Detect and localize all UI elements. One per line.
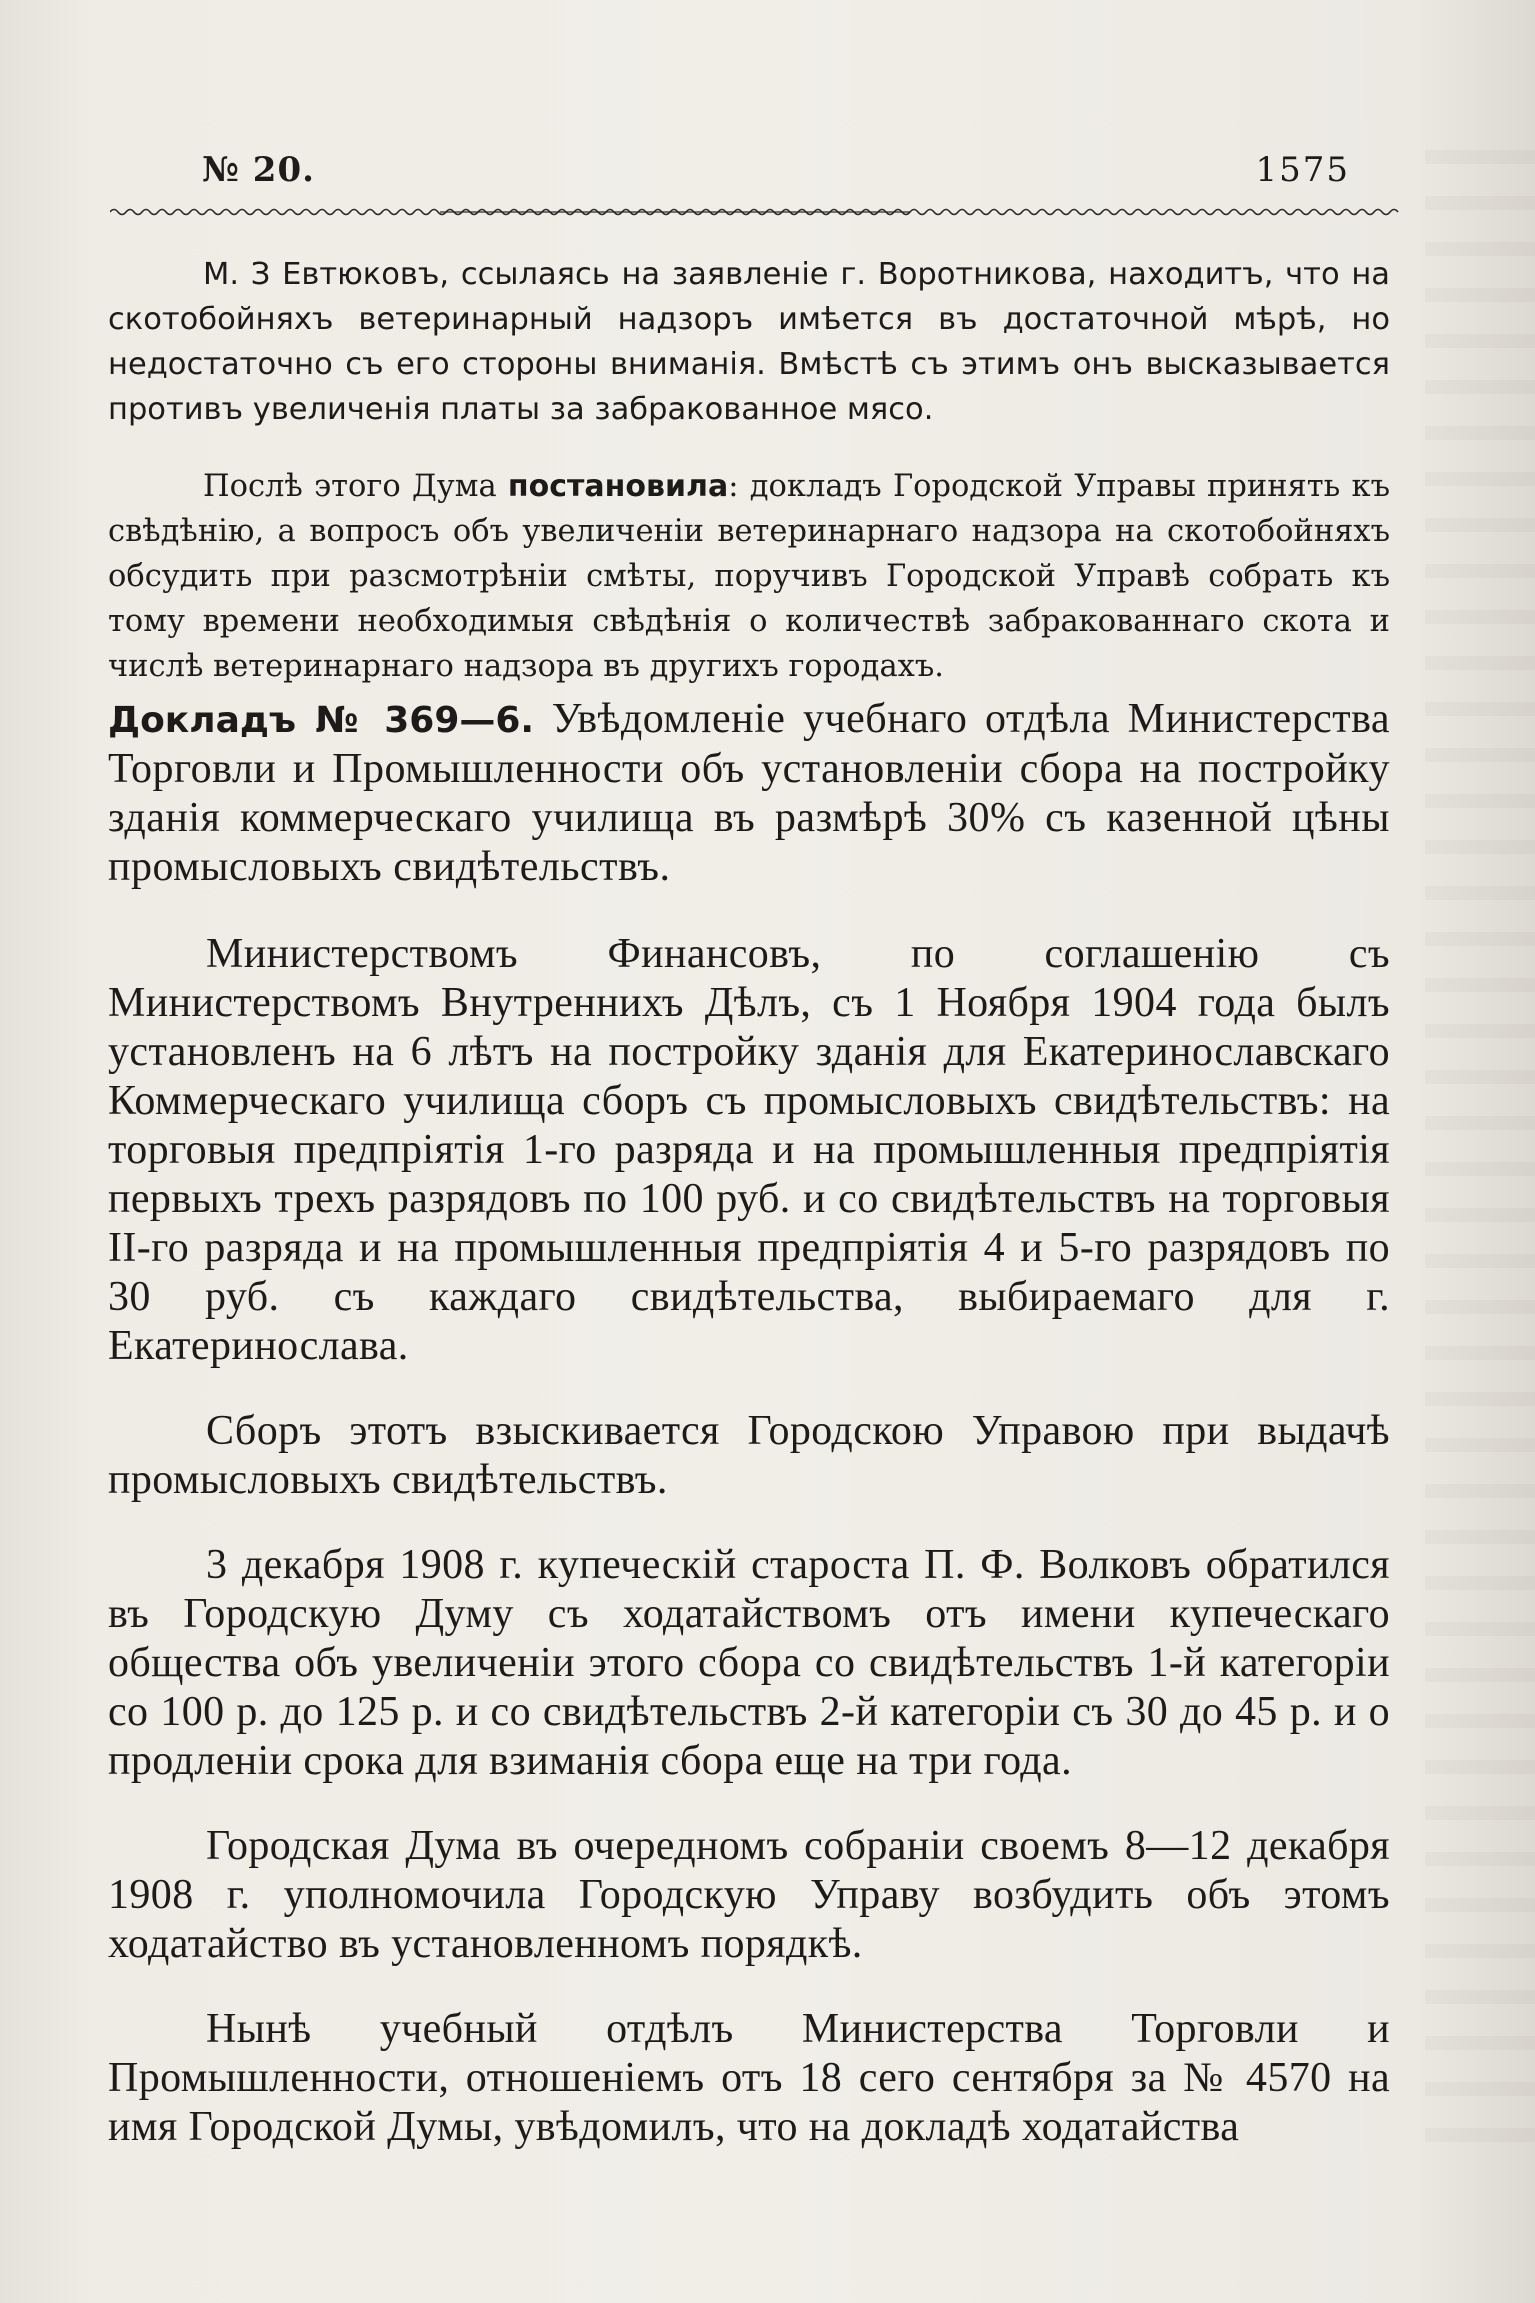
resolution-keyword: постановила: [507, 469, 729, 504]
header-wavy-rule: [110, 206, 1400, 218]
resolution-text-after: : докладъ Городской Управы принять къ свѣдѣнію, а вопросъ объ увеличеніи ветеринарнаго надзора на скотобойняхъ обсудить при разсмотрѣніи смѣты, поручивъ Городской Управѣ собрать къ тому времени необходимыя свѣдѣнія о количествѣ забракованнаго скота и числѣ ветеринарнаго надзора въ другихъ городахъ.: [108, 469, 1390, 684]
report-title: Увѣдомленіе учебнаго отдѣла Министерства Торговли и Промышленности объ установленіи сбора на постройку зданія коммерческаго училища въ размѣрѣ 30% съ казенной цѣны промысловыхъ свидѣтельствъ.: [108, 696, 1391, 890]
paragraph-resolution: [108, 464, 1390, 689]
report-label: Докладъ № 369—6.: [108, 700, 535, 741]
body-paragraph: Министерствомъ Финансовъ, по соглашенію съ Министерствомъ Внутреннихъ Дѣлъ, съ 1 Ноября 1904 года былъ установленъ на 6 лѣтъ на постройку зданія для Екатеринославскаго Коммерческаго училища сборъ съ промысловыхъ свидѣтельствъ: на торговыя предпріятія 1-го разряда и на промышленныя предпріятія первыхъ трехъ разрядовъ по 100 руб. и со свидѣтельствъ на торговыя II-го разряда и на промышленныя предпріятія 4 и 5-го разрядовъ по 30 руб. съ каждаго свидѣтельства, выбираемаго для г. Екатеринослава.: [108, 931, 1390, 1369]
page-number: 1575: [1255, 150, 1350, 190]
report-heading: [108, 695, 1390, 892]
body-paragraph: Городская Дума въ очередномъ собраніи своемъ 8—12 декабря 1908 г. уполномочила Городскую Управу возбудить объ этомъ ходатайство въ установленномъ порядкѣ.: [108, 1823, 1390, 1967]
body-paragraph: Нынѣ учебный отдѣлъ Министерства Торговли и Промышленности, отношеніемъ отъ 18 сего сентября за № 4570 на имя Городской Думы, увѣдомилъ, что на докладѣ ходатайства: [108, 2006, 1390, 2150]
page-content: [108, 252, 1390, 2152]
paragraph-evtyukov: М. З Евтюковъ, ссылаясь на заявленіе г. Воротникова, находитъ, что на скотобойняхъ ветеринарный надзоръ имѣется въ достаточной мѣрѣ, но недостаточно съ его стороны вниманія. Вмѣстѣ съ этимъ онъ высказывается противъ увеличенія платы за забракованное мясо.: [108, 257, 1390, 427]
page-header: [110, 150, 1350, 194]
body-paragraph: Сборъ этотъ взыскивается Городскою Управою при выдачѣ промысловыхъ свидѣтельствъ.: [108, 1408, 1390, 1503]
body-paragraph: 3 декабря 1908 г. купеческій староста П. Ф. Волковъ обратился въ Городскую Думу съ ходатайствомъ отъ имени купеческаго общества объ увеличеніи этого сбора со свидѣтельствъ 1-й категоріи со 100 р. до 125 р. и со свидѣтельствъ 2-й категоріи съ 30 до 45 р. и о продленіи срока для взиманія сбора еще на три года.: [108, 1542, 1390, 1784]
resolution-text-before: Послѣ этого Дума: [203, 469, 508, 504]
reverse-side-bleed-through: [1425, 150, 1535, 2150]
issue-number: № 20.: [202, 150, 315, 190]
